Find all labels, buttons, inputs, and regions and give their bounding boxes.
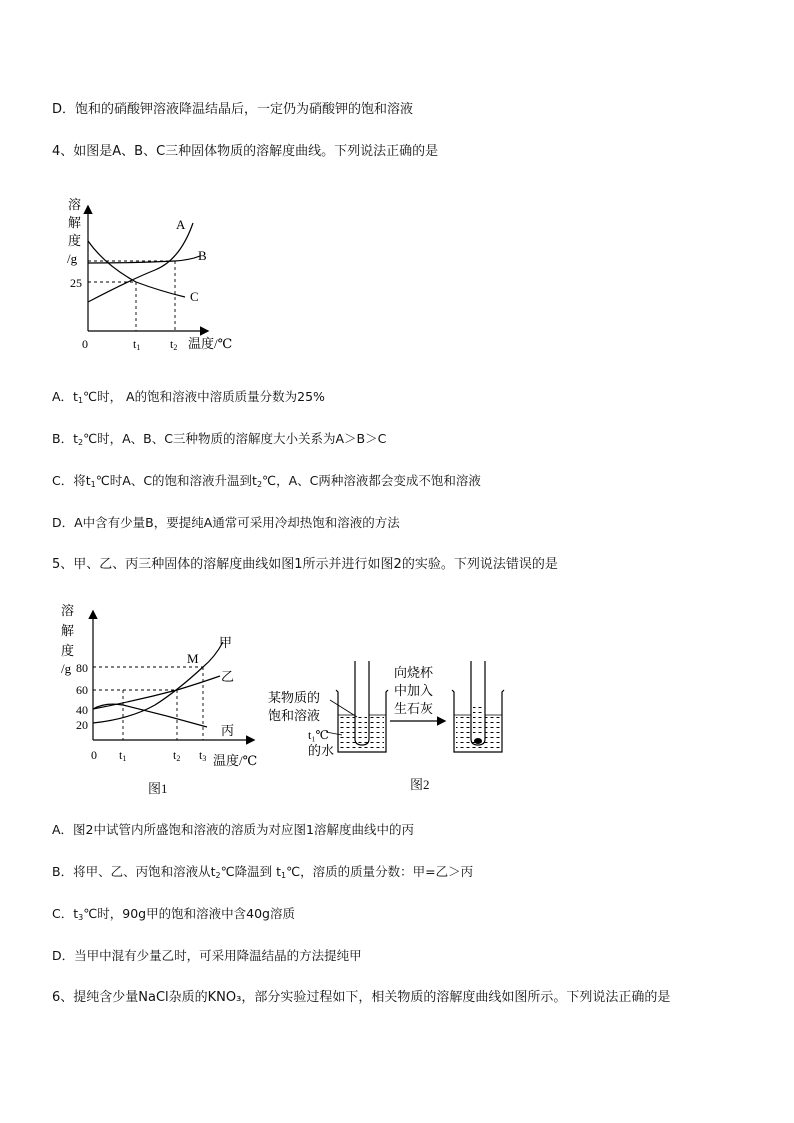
series-label-bing: 丙: [221, 723, 235, 738]
curve-c: [88, 241, 185, 297]
q5-option-a: A．图2中试管内所盛饱和溶液的溶质为对应图1溶解度曲线中的丙: [52, 822, 414, 837]
y-label-1: 溶: [68, 197, 82, 212]
y-tick-40: 40: [76, 703, 88, 717]
x-tick-t3: t3: [199, 748, 207, 763]
y-label-1: 溶: [61, 603, 75, 618]
x-tick-t2: t2: [170, 337, 178, 352]
series-label-yi: 乙: [221, 669, 235, 684]
series-label-a: A: [176, 217, 186, 232]
precipitate: [474, 738, 482, 744]
y-label-3: 度: [61, 643, 75, 658]
point-m-label: M: [187, 651, 199, 666]
q4-stem: 4、如图是A、B、C三种固体物质的溶解度曲线。下列说法正确的是: [52, 144, 439, 159]
q5-option-c: C．$t_3℃$时，90g甲的饱和溶液中含40g溶质: [52, 906, 295, 922]
label-water-2: 的水: [308, 743, 335, 758]
y-tick-25: 25: [70, 276, 82, 290]
q5-figure2-apparatus: [262, 655, 522, 785]
y-label-4: /g: [67, 251, 78, 266]
q3-option-d: D．饱和的硝酸钾溶液降温结晶后，一定仍为硝酸钾的饱和溶液: [52, 102, 414, 117]
y-tick-60: 60: [76, 683, 88, 697]
y-label-4: /g: [61, 661, 72, 676]
q4-option-d: D．A中含有少量B，要提纯A通常可采用冷却热饱和溶液的方法: [52, 515, 400, 530]
curve-jia: [93, 642, 223, 723]
q5-stem: 5、甲、乙、丙三种固体的溶解度曲线如图1所示并进行如图2的实验。下列说法错误的是: [52, 557, 558, 572]
y-label-2: 解: [61, 623, 75, 638]
origin-label: 0: [82, 337, 88, 351]
x-axis-label: 温度/℃: [188, 336, 233, 351]
y-label-2: 解: [68, 215, 82, 230]
label-add-3: 生石灰: [394, 701, 434, 716]
origin-label: 0: [91, 748, 97, 762]
q5-option-b: B．将甲、乙、丙饱和溶液从$t_2℃$降温到 $t_1℃$，溶质的质量分数：甲=乙＞丙: [52, 864, 474, 880]
label-solution-1: 某物质的: [268, 690, 321, 705]
q4-option-c: C．将$t_1℃$时A、C的饱和溶液升温到$t_2℃$，A、C两种溶液都会变成不饱和溶液: [52, 473, 481, 489]
q5-figure1-chart: [55, 597, 270, 775]
x-tick-t2: t2: [173, 748, 181, 763]
q5-option-d: D．当甲中混有少量乙时，可采用降温结晶的方法提纯甲: [52, 948, 362, 963]
label-water-1: t₁℃: [308, 728, 329, 742]
label-add-1: 向烧杯: [394, 665, 434, 680]
series-label-b: B: [198, 248, 207, 263]
q4-solubility-chart: [55, 185, 255, 360]
x-axis-label: 温度/℃: [213, 753, 258, 768]
q4-option-b: B．$t_2℃$时，A、B、C三种物质的溶解度大小关系为A＞B＞C: [52, 431, 387, 447]
x-tick-t1: t1: [119, 748, 127, 763]
series-label-jia: 甲: [219, 635, 233, 650]
q4-option-a: A．$t_1℃$时， A的饱和溶液中溶质质量分数为25%: [52, 389, 325, 405]
label-add-2: 中加入: [394, 683, 434, 698]
y-tick-80: 80: [76, 661, 88, 675]
series-label-c: C: [190, 289, 199, 304]
figure2-caption: 图2: [410, 777, 430, 792]
figure1-caption: 图1: [148, 781, 168, 796]
q6-stem: 6、提纯含少量NaCl杂质的KNO₃，部分实验过程如下，相关物质的溶解度曲线如图所示。下列说法正确的是: [52, 990, 671, 1005]
y-tick-20: 20: [76, 718, 88, 732]
y-label-3: 度: [68, 233, 82, 248]
label-solution-2: 饱和溶液: [268, 708, 321, 723]
x-tick-t1: t1: [133, 337, 141, 352]
